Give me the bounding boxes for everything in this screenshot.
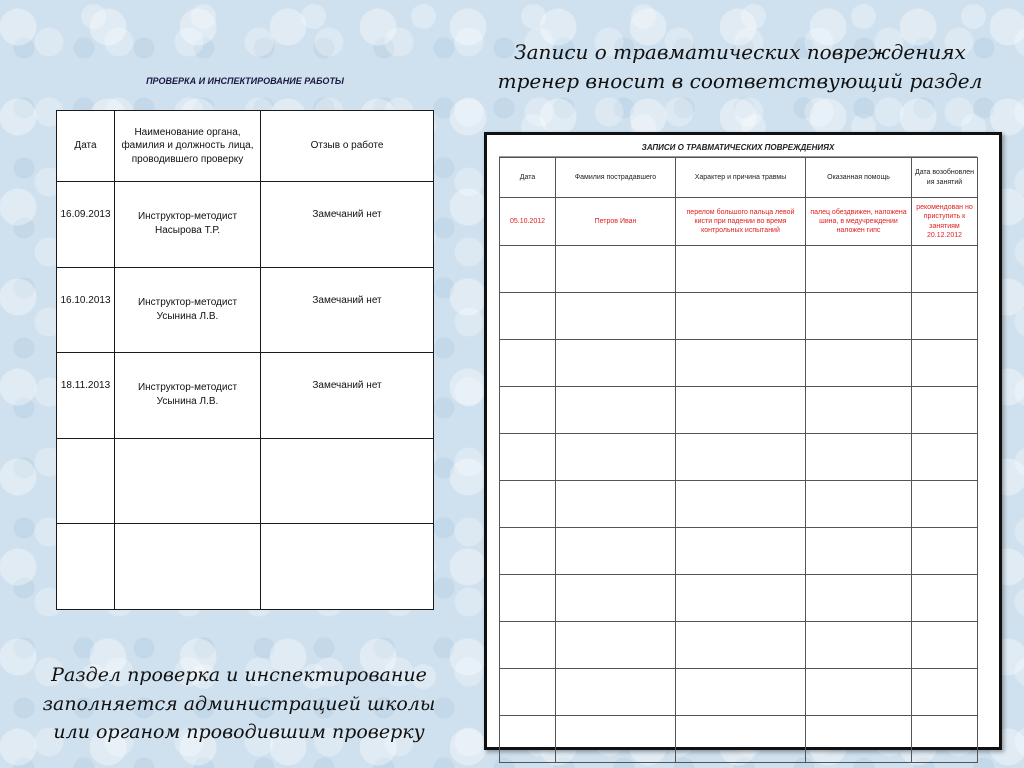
table-row xyxy=(57,268,434,353)
injury-empty-cell xyxy=(912,293,978,340)
injury-name: Петров Иван xyxy=(556,198,676,246)
injury-header-date: Дата xyxy=(500,158,556,198)
injury-empty-cell xyxy=(806,716,912,763)
injury-return-date: рекомендован но приступить к занятиям 20.12.2012 xyxy=(912,198,978,246)
injury-empty-cell xyxy=(500,716,556,763)
injury-empty-cell xyxy=(676,434,806,481)
injury-records-heading xyxy=(495,38,985,96)
injury-empty-row xyxy=(500,387,978,434)
injury-empty-cell xyxy=(912,387,978,434)
injury-empty-cell xyxy=(806,669,912,716)
injury-empty-cell xyxy=(556,575,676,622)
injury-empty-cell xyxy=(806,293,912,340)
injury-empty-cell xyxy=(556,246,676,293)
injury-empty-row xyxy=(500,669,978,716)
injury-empty-cell xyxy=(676,293,806,340)
header-inspector: Наименование органа, фамилия и должность лица, проводившего проверку xyxy=(115,111,261,182)
injury-empty-cell xyxy=(556,340,676,387)
row-inspector: Инструктор-методист Усынина Л.В. xyxy=(115,353,261,439)
injury-empty-cell xyxy=(806,528,912,575)
injury-empty-cell xyxy=(912,246,978,293)
injury-empty-cell xyxy=(912,434,978,481)
injury-row xyxy=(500,198,978,246)
note-line-3: или органом проводившим проверку xyxy=(53,721,425,743)
injury-empty-row xyxy=(500,293,978,340)
row-review xyxy=(261,439,434,524)
row-review: Замечаний нет xyxy=(261,182,434,268)
injury-date: 05.10.2012 xyxy=(500,198,556,246)
injury-empty-row xyxy=(500,340,978,387)
row-inspector: Инструктор-методист Усынина Л.В. xyxy=(115,268,261,353)
injury-empty-row xyxy=(500,246,978,293)
injury-empty-cell xyxy=(556,293,676,340)
injury-empty-cell xyxy=(676,575,806,622)
injury-empty-row xyxy=(500,716,978,763)
injury-empty-cell xyxy=(556,387,676,434)
injury-empty-cell xyxy=(500,528,556,575)
header-date: Дата xyxy=(57,111,115,182)
injury-header-cause: Характер и причина травмы xyxy=(676,158,806,198)
inspection-table xyxy=(56,110,434,610)
injury-empty-cell xyxy=(912,669,978,716)
injury-empty-cell xyxy=(676,669,806,716)
injury-cause: перелом большого пальца левой кисти при падении во время контрольных испытаний xyxy=(676,198,806,246)
injury-empty-row xyxy=(500,481,978,528)
injury-empty-cell xyxy=(556,528,676,575)
injury-empty-cell xyxy=(806,575,912,622)
injury-empty-cell xyxy=(912,575,978,622)
row-date: 16.09.2013 xyxy=(57,182,115,268)
row-date: 16.10.2013 xyxy=(57,268,115,353)
injury-empty-cell xyxy=(676,340,806,387)
injury-empty-cell xyxy=(912,622,978,669)
injury-empty-cell xyxy=(806,434,912,481)
header-review: Отзыв о работе xyxy=(261,111,434,182)
injury-empty-cell xyxy=(556,669,676,716)
injury-header-help: Оказанная помощь xyxy=(806,158,912,198)
injury-empty-cell xyxy=(556,434,676,481)
injury-empty-cell xyxy=(556,622,676,669)
injury-empty-cell xyxy=(806,481,912,528)
injury-empty-cell xyxy=(500,340,556,387)
injury-empty-cell xyxy=(500,246,556,293)
table-row xyxy=(57,524,434,610)
row-inspector xyxy=(115,524,261,610)
injury-empty-cell xyxy=(556,716,676,763)
injury-empty-cell xyxy=(500,575,556,622)
note-line-2: заполняется администрацией школы xyxy=(42,692,436,715)
injury-empty-cell xyxy=(806,246,912,293)
injury-empty-cell xyxy=(500,387,556,434)
row-review: Замечаний нет xyxy=(261,353,434,439)
document-page xyxy=(499,140,977,763)
injury-empty-cell xyxy=(912,481,978,528)
injury-records-document xyxy=(484,132,1002,750)
injury-empty-cell xyxy=(500,293,556,340)
injury-empty-cell xyxy=(676,387,806,434)
injury-empty-cell xyxy=(806,340,912,387)
document-title: ЗАПИСИ О ТРАВМАТИЧЕСКИХ ПОВРЕЖДЕНИЯХ xyxy=(499,140,977,157)
injury-empty-cell xyxy=(676,716,806,763)
row-review xyxy=(261,524,434,610)
injury-empty-cell xyxy=(556,481,676,528)
injury-empty-row xyxy=(500,622,978,669)
inspection-note xyxy=(24,661,454,747)
injury-empty-row xyxy=(500,575,978,622)
row-inspector: Инструктор-методист Насырова Т.Р. xyxy=(115,182,261,268)
row-date xyxy=(57,524,115,610)
injury-empty-cell xyxy=(500,622,556,669)
injury-empty-cell xyxy=(806,622,912,669)
injury-empty-cell xyxy=(676,246,806,293)
heading-line-1: Записи о травматических повреждениях xyxy=(514,40,966,64)
row-date xyxy=(57,439,115,524)
heading-line-2: тренер вносит в соответствующий раздел xyxy=(497,69,983,93)
table-row xyxy=(57,182,434,268)
injury-header-name: Фамилия пострадавшего xyxy=(556,158,676,198)
injury-empty-cell xyxy=(676,622,806,669)
note-line-1: Раздел проверка и инспектирование xyxy=(51,664,427,686)
table-row xyxy=(57,353,434,439)
table-header-row xyxy=(57,111,434,182)
row-inspector xyxy=(115,439,261,524)
injury-empty-cell xyxy=(912,528,978,575)
injury-empty-cell xyxy=(806,387,912,434)
row-date: 18.11.2013 xyxy=(57,353,115,439)
injury-empty-row xyxy=(500,528,978,575)
row-review: Замечаний нет xyxy=(261,268,434,353)
injury-empty-cell xyxy=(500,481,556,528)
injury-help: палец обездвижен, наложена шина, в медучреждении наложен гипс xyxy=(806,198,912,246)
injury-empty-cell xyxy=(912,716,978,763)
injury-empty-cell xyxy=(676,481,806,528)
injury-empty-cell xyxy=(500,434,556,481)
injury-empty-cell xyxy=(676,528,806,575)
injury-empty-cell xyxy=(500,669,556,716)
table-row xyxy=(57,439,434,524)
inspection-section-title: ПРОВЕРКА И ИНСПЕКТИРОВАНИЕ РАБОТЫ xyxy=(146,76,344,86)
injury-empty-cell xyxy=(912,340,978,387)
injury-table xyxy=(499,157,978,763)
injury-header-return-date: Дата возобновлен ия занятий xyxy=(912,158,978,198)
injury-header-row xyxy=(500,158,978,198)
injury-empty-row xyxy=(500,434,978,481)
